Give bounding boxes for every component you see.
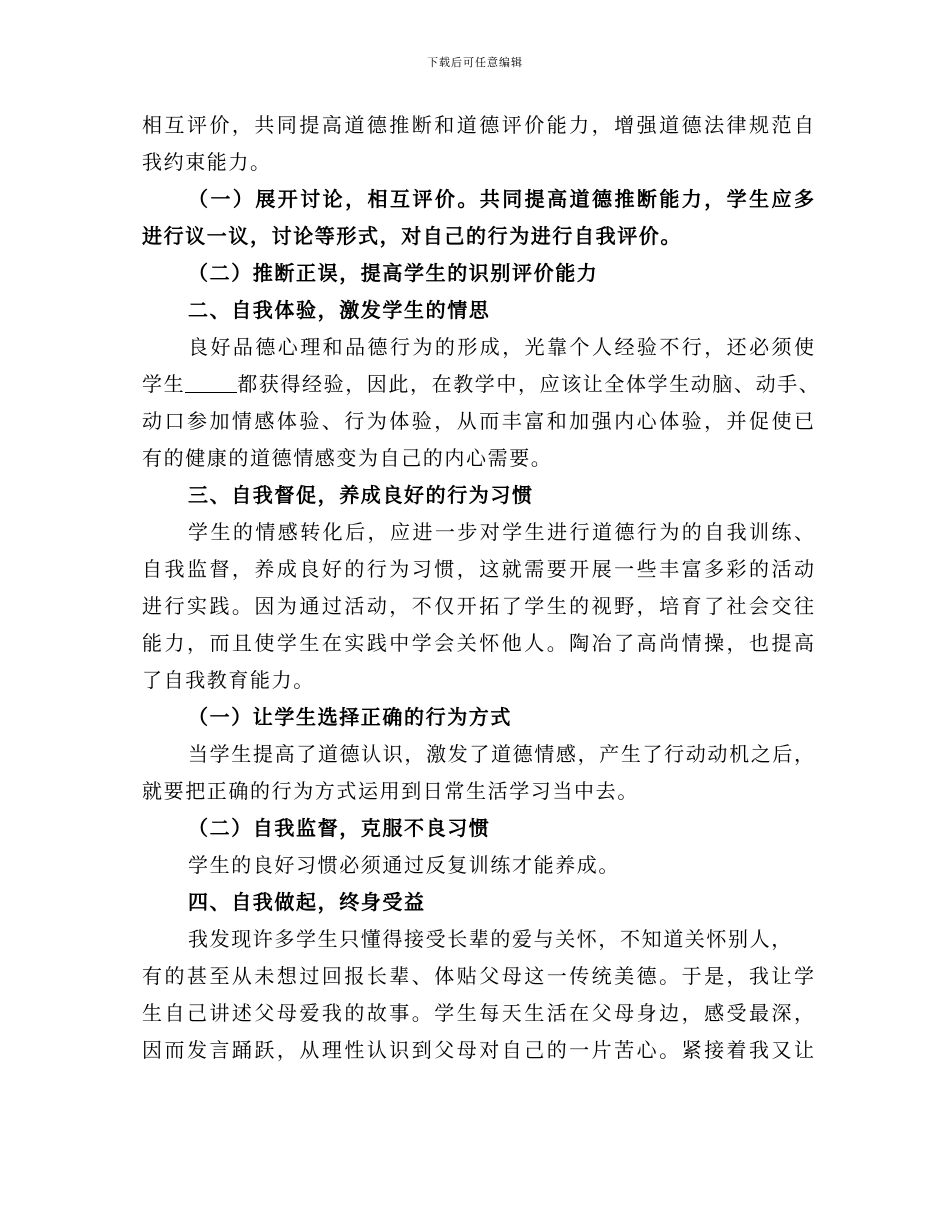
- paragraph-line: 自我监督，养成良好的行为习惯，这就需要开展一些丰富多彩的活动: [142, 557, 814, 581]
- paragraph-line: 相互评价，共同提高道德推断和道德评价能力，增强道德法律规范自: [142, 113, 814, 137]
- paragraph-line: 我约束能力。: [142, 150, 272, 174]
- paragraph-line: 生自己讲述父母爱我的故事。学生每天生活在父母身边，感受最深，: [142, 1001, 814, 1025]
- paragraph-line: 动口参加情感体验、行为体验，从而丰富和加强内心体验，并促使已: [142, 409, 814, 433]
- page-header: 下载后可任意编辑: [427, 56, 523, 69]
- paragraph-line: 能力，而且使学生在实践中学会关怀他人。陶冶了高尚情操，也提高: [142, 631, 814, 655]
- subheading: （一）让学生选择正确的行为方式: [188, 705, 512, 729]
- line-start: 学生: [142, 372, 186, 396]
- paragraph-line: [142, 366, 821, 403]
- paragraph-line: 有的甚至从未想过回报长辈、体贴父母这一传统美德。于是，我让学: [142, 964, 814, 988]
- paragraph-line: 因而发言踊跃，从理性认识到父母对自己的一片苦心。紧接着我又让: [142, 1038, 814, 1062]
- document-body: [142, 107, 821, 1069]
- fill-blank: [185, 366, 237, 393]
- paragraph-line: 进行实践。因为通过活动，不仅开拓了学生的视野，培育了社会交往: [142, 594, 814, 618]
- paragraph-line: 学生的情感转化后，应进一步对学生进行道德行为的自我训练、: [188, 520, 814, 544]
- paragraph-line: 了自我教育能力。: [142, 668, 315, 692]
- line-rest: 都获得经验，因此，在教学中，应该让全体学生动脑、动手、: [237, 372, 821, 396]
- subheading: （二）自我监督，克服不良习惯: [188, 816, 491, 840]
- subheading-line: （一）展开讨论，相互评价。共同提高道德推断能力，学生应多: [188, 187, 814, 211]
- section-heading: 二、自我体验，激发学生的情思: [188, 298, 491, 322]
- subheading-line: 进行议一议，讨论等形式，对自己的行为进行自我评价。: [142, 224, 682, 248]
- paragraph-line: 就要把正确的行为方式运用到日常生活学习当中去。: [142, 779, 639, 803]
- paragraph-line: 当学生提高了道德认识，激发了道德情感，产生了行动动机之后，: [188, 742, 814, 766]
- paragraph-line: 良好品德心理和品德行为的形成，光靠个人经验不行，还必须使: [188, 335, 814, 359]
- section-heading: 三、自我督促，养成良好的行为习惯: [188, 483, 534, 507]
- paragraph-line: 有的健康的道德情感变为自己的内心需要。: [142, 446, 553, 470]
- subheading: （二）推断正误，提高学生的识别评价能力: [188, 261, 599, 285]
- paragraph-line: 我发现许多学生只懂得接受长辈的爱与关怀，不知道关怀别人，: [188, 927, 793, 951]
- section-heading: 四、自我做起，终身受益: [188, 890, 426, 914]
- paragraph-line: 学生的良好习惯必须通过反复训练才能养成。: [188, 853, 620, 877]
